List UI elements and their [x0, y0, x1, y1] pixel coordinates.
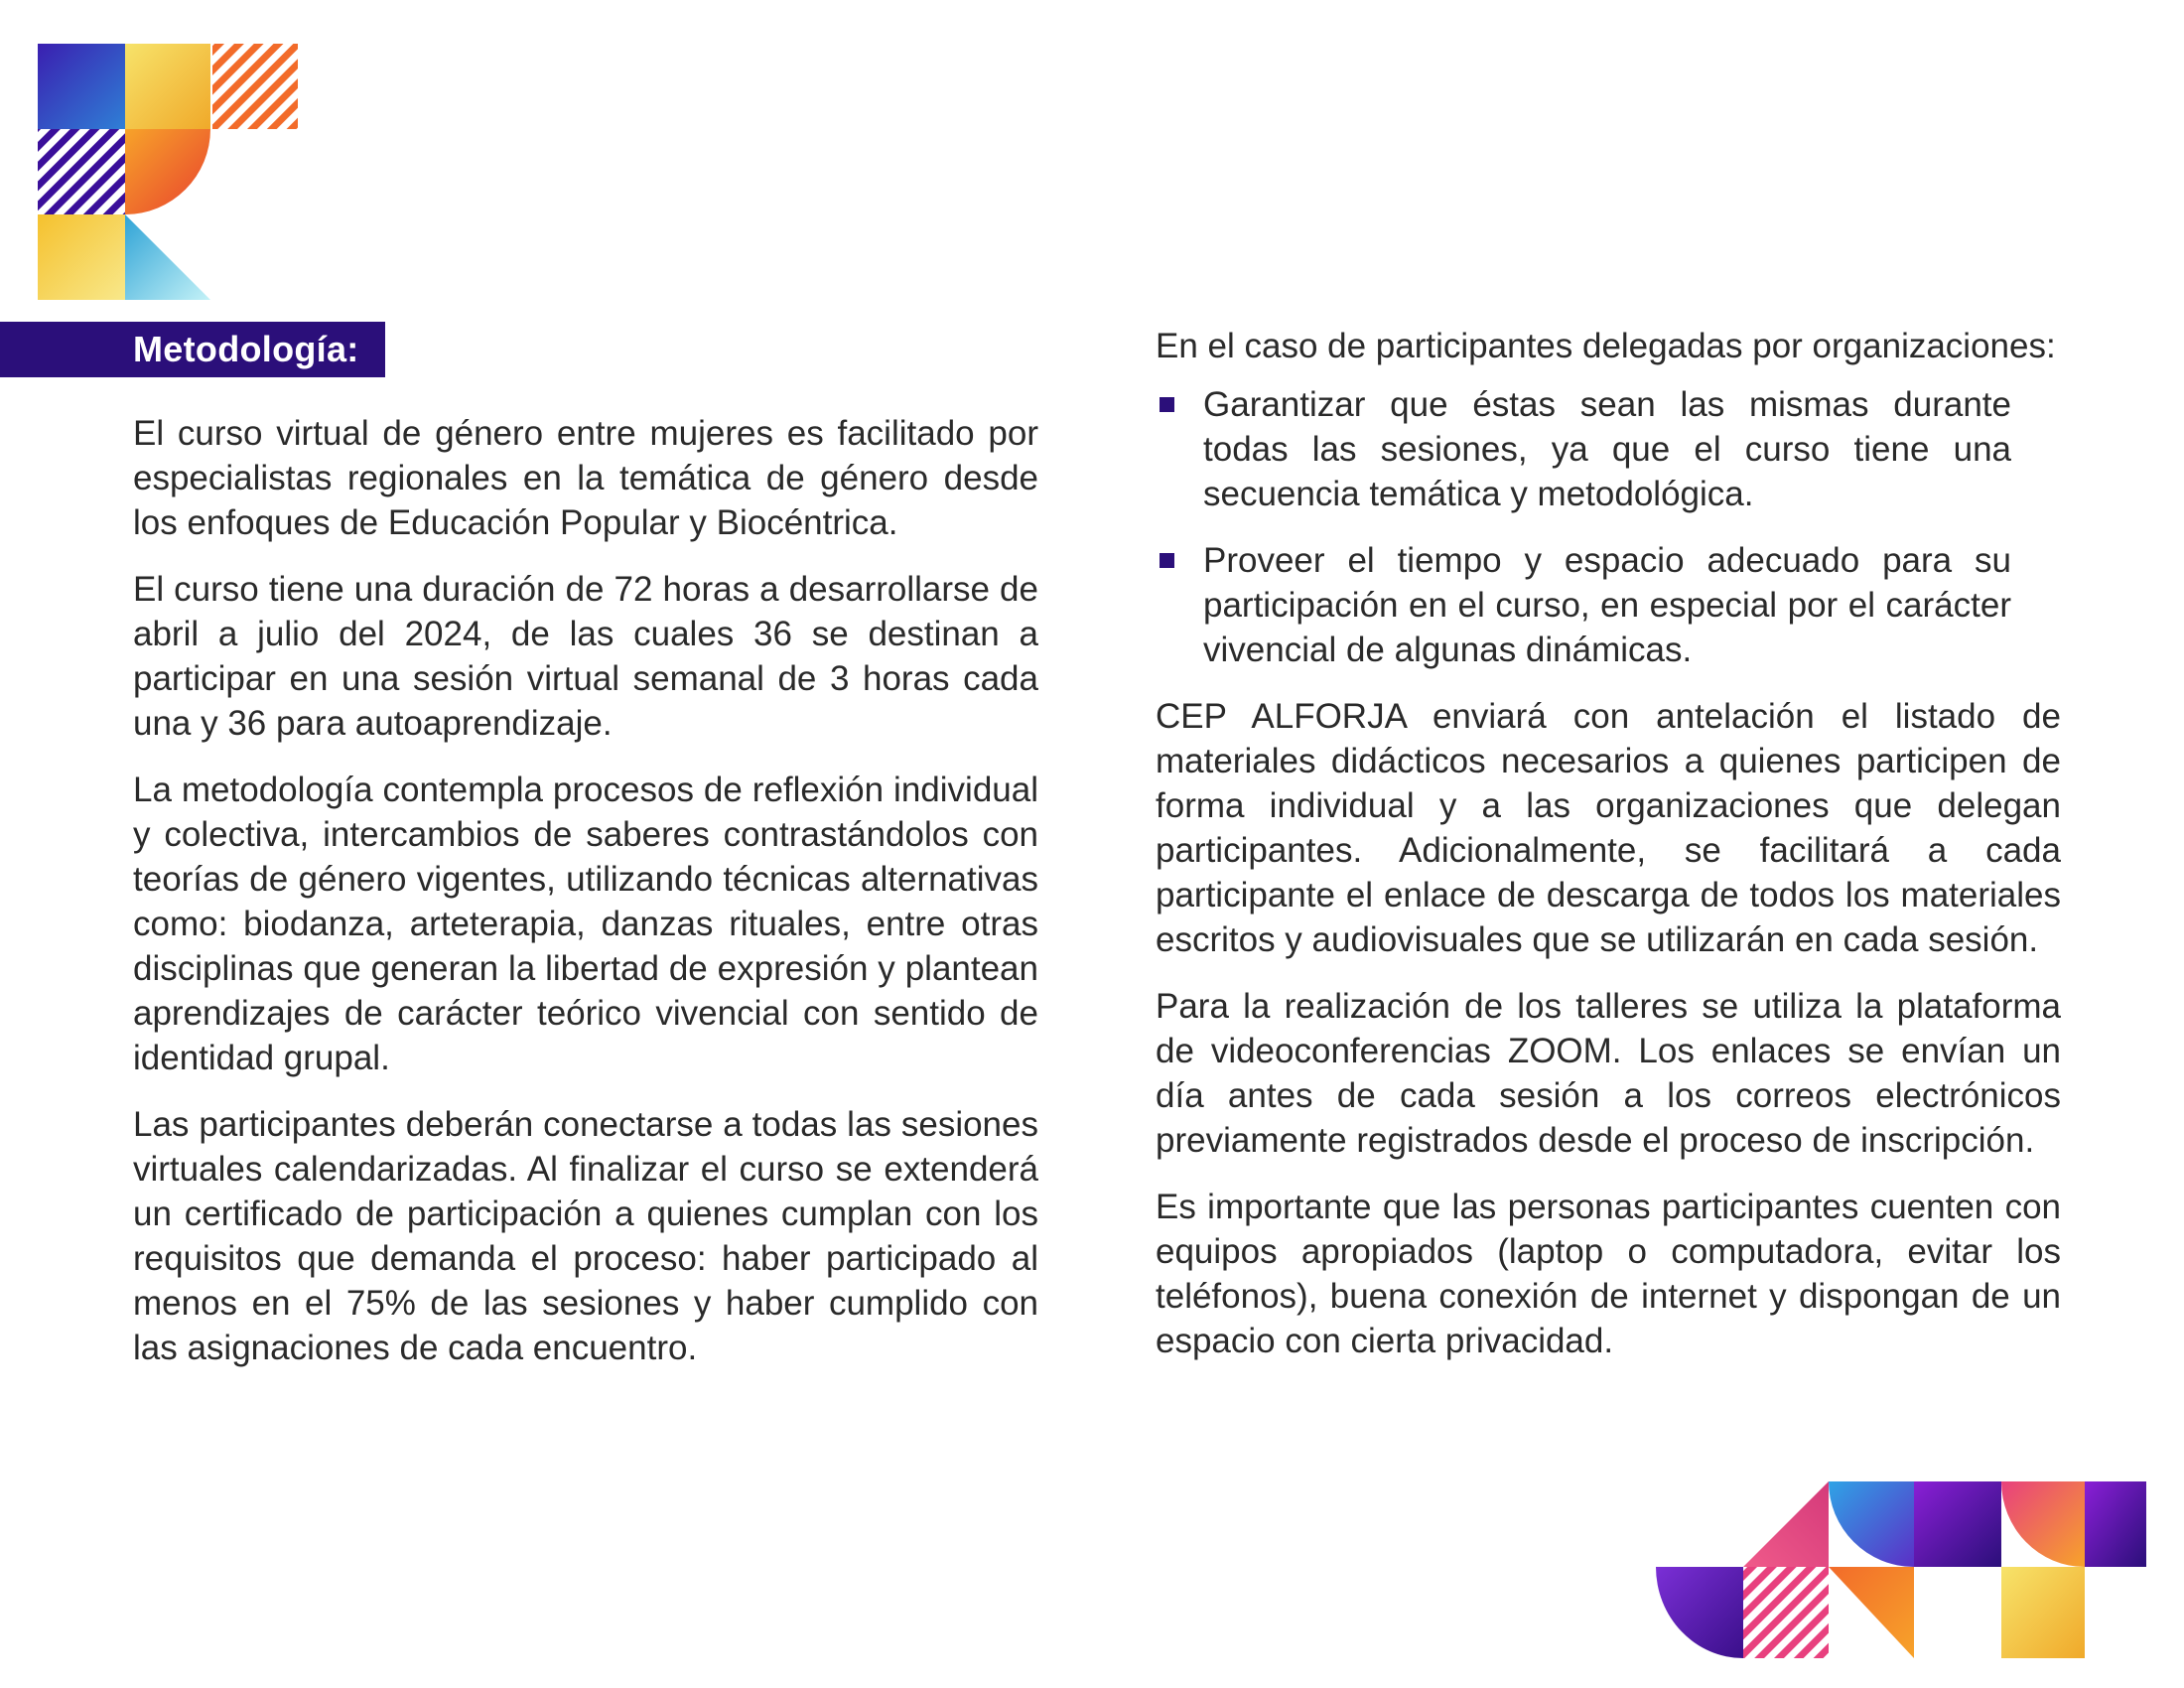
tile-violet — [1914, 1481, 2001, 1567]
tile-pink-triangle — [1743, 1481, 1829, 1567]
paragraph: El curso tiene una duración de 72 horas a desarrollarse de abril a julio del 2024, de las cuales 36 se destinan a participar en una sesión virtual semanal de 3 horas cada una y 36 para autoaprendizaje. — [133, 570, 1038, 743]
paragraph: CEP ALFORJA enviará con antelación el listado de materiales didácticos necesarios a quienes participen de forma individual y a las organizaciones que delegan participantes. Adicionalmente, se facilitará a cada participante el enlace de descarga de todos los materiales escritos y audiovisuales que se utilizarán en cada sesión. — [1156, 697, 2061, 959]
paragraph: Para la realización de los talleres se utiliza la plataforma de videoconferencias ZOOM. Los enlaces se envían un día antes de cada sesión a los correos electrónicos previamente registrados desde el proceso de inscripción. — [1156, 987, 2061, 1160]
paragraph: Las participantes deberán conectarse a todas las sesiones virtuales calendarizadas. Al finalizar el curso se extenderá un certificado de participación a quienes cumplan con los requisitos que demanda el proceso: haber participado al menos en el 75% de las sesiones y haber cumplido con las asignaciones de cada encuentro. — [133, 1105, 1038, 1367]
paragraph: El curso virtual de género entre mujeres es facilitado por especialistas regionales en la temática de género desde los enfoques de Educación Popular y Biocéntrica. — [133, 414, 1038, 542]
list-item — [1156, 382, 2061, 516]
organizations-intro: En el caso de participantes delegadas por organizaciones: — [1156, 327, 2056, 365]
tile-deep-purple — [2085, 1481, 2146, 1567]
left-column — [133, 411, 1038, 1392]
tile-yellow — [125, 44, 210, 129]
right-column — [1156, 324, 2061, 1385]
tile-orange-triangle — [1829, 1567, 1914, 1658]
square-bullet-icon — [1160, 397, 1174, 412]
tile-yellow-bottom — [38, 214, 125, 300]
top-left-decorative-tiles — [38, 44, 298, 300]
tile-blue-quarter-circle — [1829, 1481, 1914, 1567]
section-title: Metodología: — [133, 329, 359, 369]
tile-yellow — [2001, 1567, 2085, 1658]
list-item-text: Proveer el tiempo y espacio adecuado para su participación en el curso, en especial por el carácter vivencial de algunas dinámicas. — [1203, 541, 2011, 669]
tile-gradient-blue — [38, 44, 125, 129]
bottom-right-decorative-tiles — [1656, 1481, 2146, 1658]
bullet-list — [1156, 382, 2061, 672]
square-bullet-icon — [1160, 553, 1174, 568]
tile-orange-stripes — [212, 44, 298, 129]
list-item — [1156, 538, 2061, 672]
tile-purple-half-circle — [1656, 1567, 1743, 1658]
tile-pink-orange-quarter-circle — [2001, 1481, 2085, 1567]
paragraph: La metodología contempla procesos de reflexión individual y colectiva, intercambios de saberes contrastándolos con teorías de género vigentes, utilizando técnicas alternativas como: biodanza, arteterapia, danzas rituales, entre otras disciplinas que generan la libertad de expresión y plantean aprendizajes de carácter teórico vivencial con sentido de identidad grupal. — [133, 771, 1038, 1077]
tile-pink-stripes — [1743, 1567, 1829, 1658]
paragraph: Es importante que las personas participantes cuenten con equipos apropiados (laptop o computadora, evitar los teléfonos), buena conexión de internet y dispongan de un espacio con cierta privacidad. — [1156, 1188, 2061, 1360]
tile-purple-stripes — [38, 129, 125, 214]
tile-cyan-triangle — [125, 214, 210, 300]
list-item-text: Garantizar que éstas sean las mismas durante todas las sesiones, ya que el curso tiene una secuencia temática y metodológica. — [1203, 385, 2011, 513]
tile-orange-quarter-circle — [125, 129, 210, 214]
